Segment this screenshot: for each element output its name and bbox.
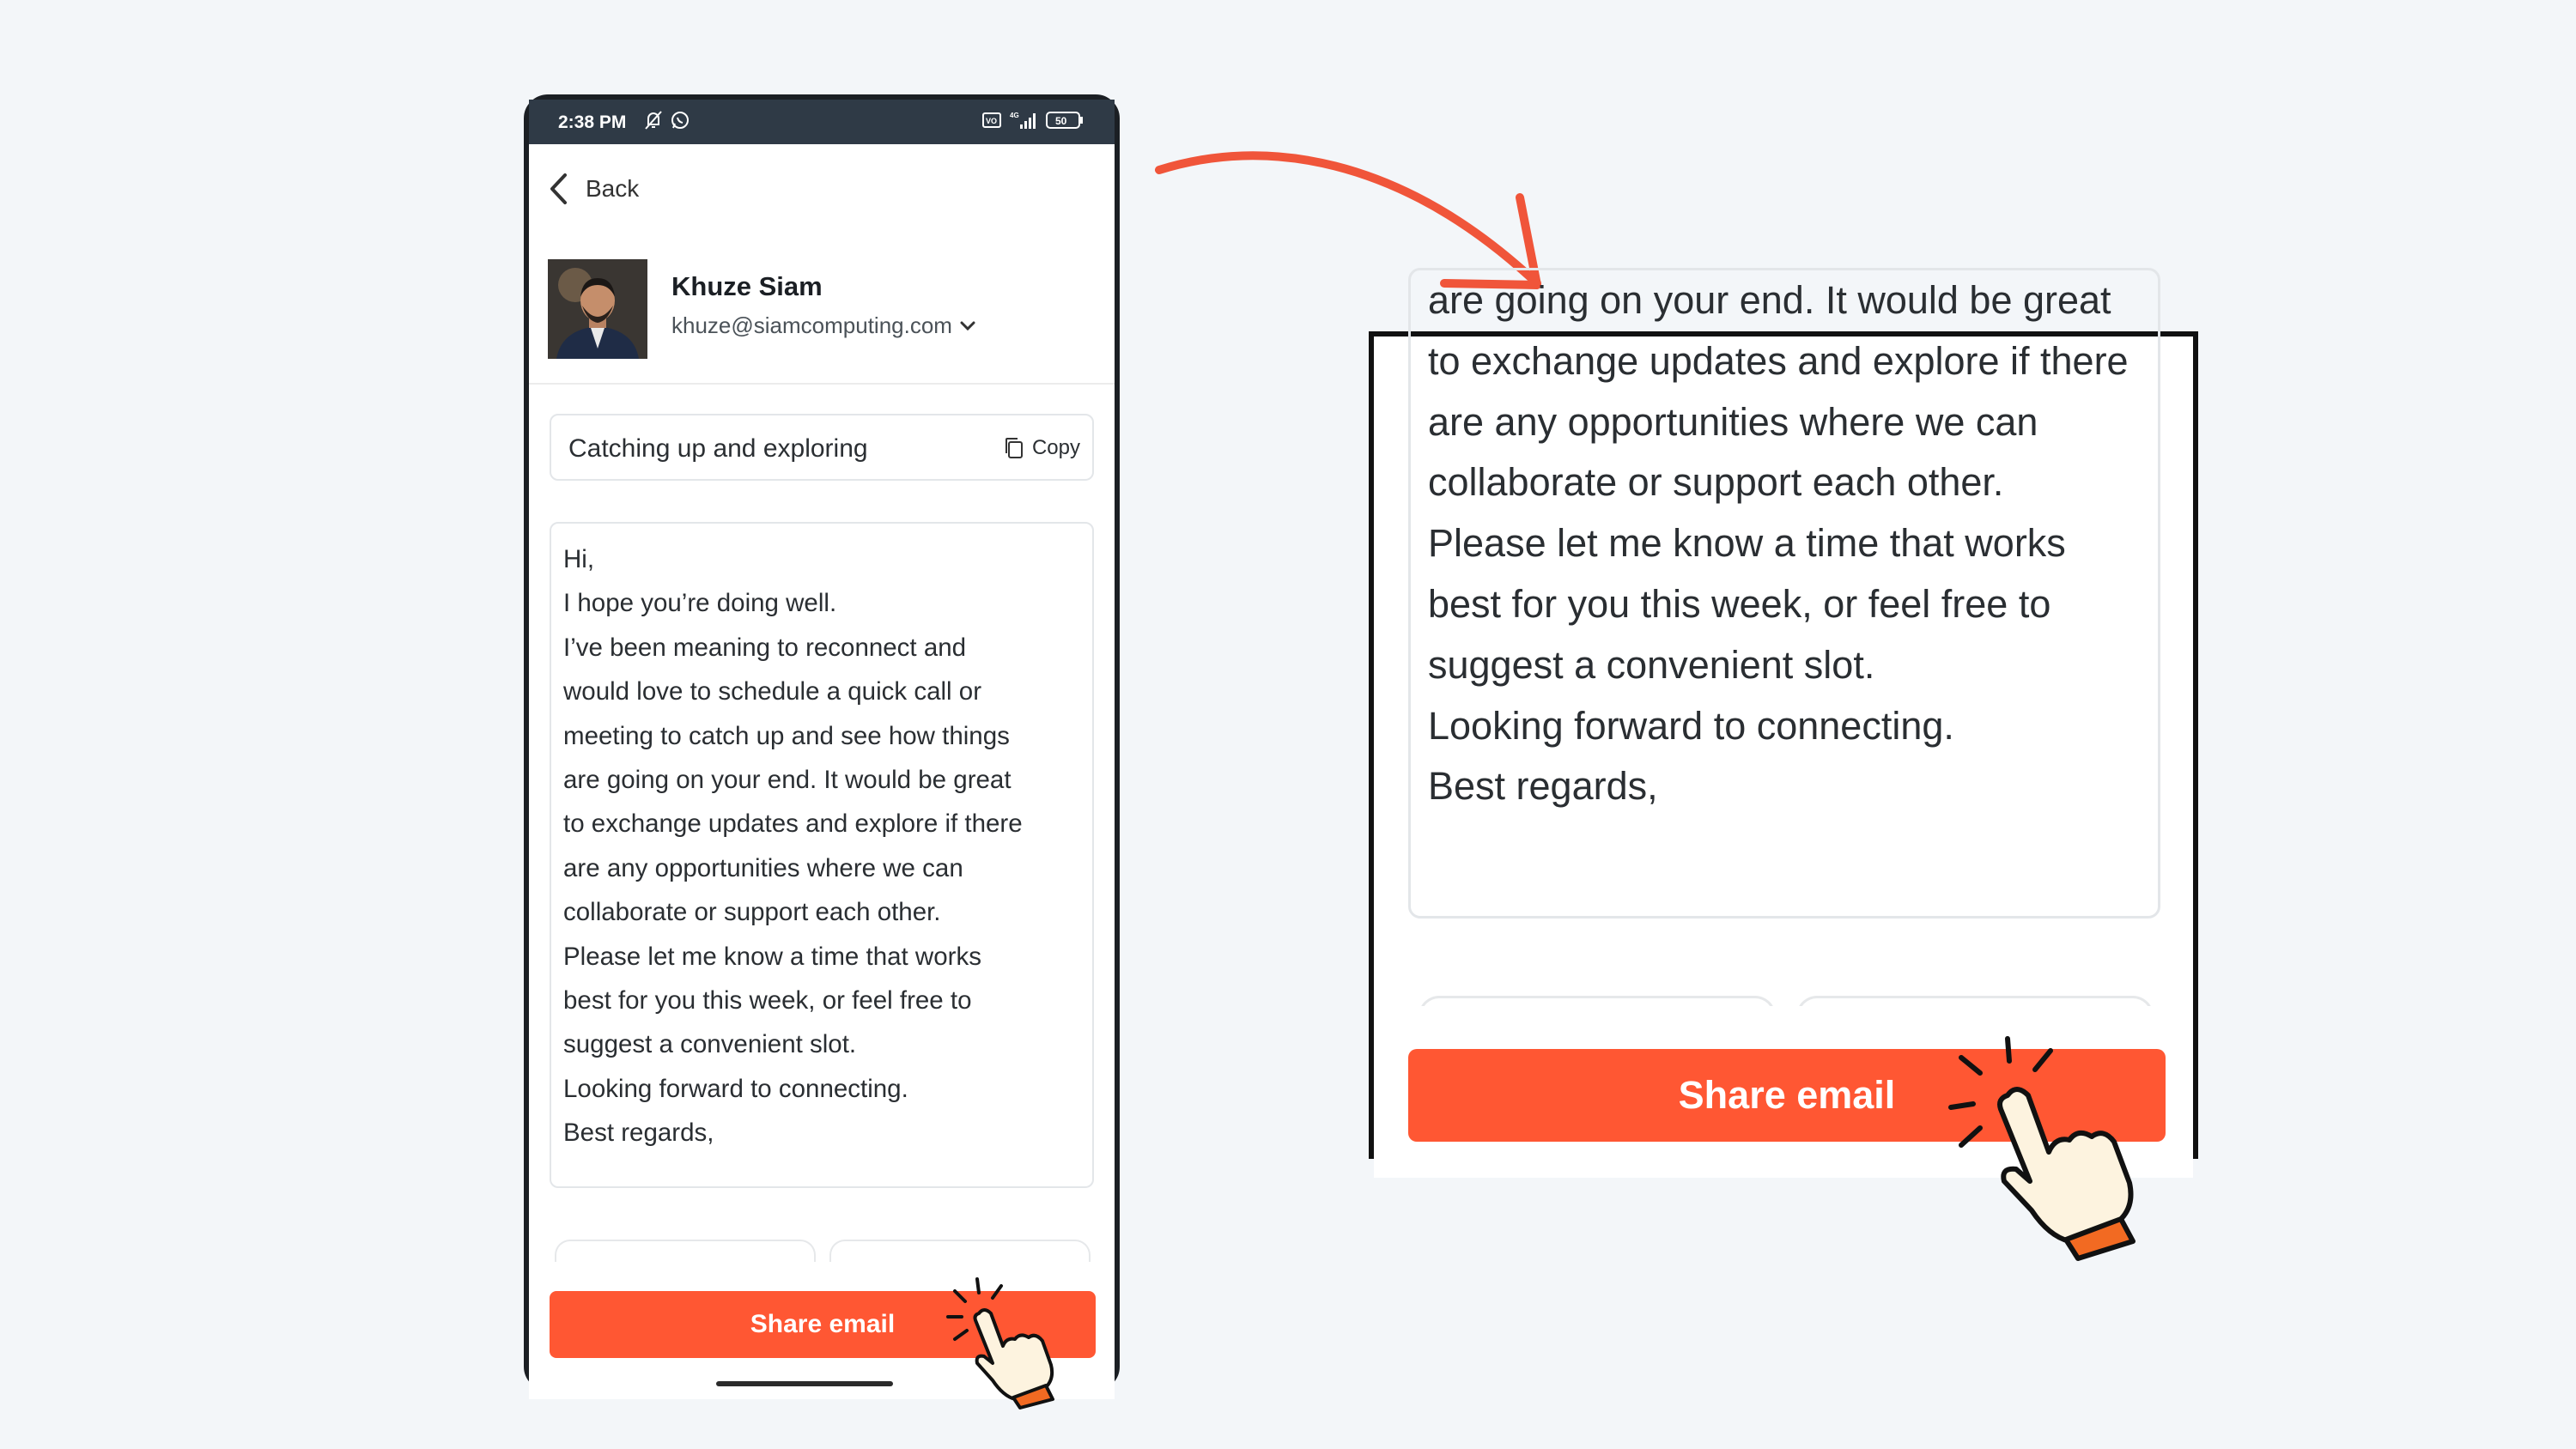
pointing-hand-icon [953,1279,1065,1408]
copy-label: Copy [1031,436,1080,459]
signal-icon [1010,111,1037,130]
back-chevron-icon [548,172,570,206]
avatar [548,259,647,359]
sender-name: Khuze Siam [671,271,823,301]
email-line: suggest a convenient slot. [563,1030,857,1059]
zoomed-preview [1369,278,2198,1159]
email-line: Hi, [563,545,595,573]
subject-field [550,414,1094,481]
email-line: to exchange updates and explore if there [563,809,1023,839]
zoomed-email-body [1408,268,2160,919]
subject-text: Catching up and exploring [568,434,868,463]
status-time: 2:38 PM [558,112,627,132]
email-line: Please let me know a time that works [563,942,981,971]
back-label: Back [586,175,640,202]
sender-email: khuze@siamcomputing.com [671,312,952,338]
email-line: Best regards, [563,1119,714,1148]
back-button[interactable] [548,172,639,206]
email-line: I hope you’re doing well. [563,589,837,618]
copy-button[interactable] [1003,436,1080,460]
zoom-line: are any opportunities where we can [1428,399,2038,444]
whatsapp-icon [670,110,690,130]
share-email-button[interactable]: Share email [550,1291,1096,1358]
email-line: Looking forward to connecting. [563,1074,908,1103]
zoom-line: to exchange updates and explore if there [1428,338,2129,383]
zoom-line: are going on your end. It would be great [1428,278,2111,322]
sender-email-dropdown[interactable] [671,312,976,339]
copy-icon [1003,436,1025,460]
email-line: collaborate or support each other. [563,898,941,927]
silent-bell-icon [644,110,663,130]
volte-icon [982,112,1001,129]
email-line: are going on your end. It would be great [563,766,1012,795]
zoom-line: Looking forward to connecting. [1428,703,1954,748]
svg-text:4G: 4G [1010,112,1019,119]
battery-level: 50 [1055,115,1067,127]
email-line: are any opportunities where we can [563,853,963,882]
battery-icon [1046,111,1084,130]
zoom-line: collaborate or support each other. [1428,460,2004,505]
zoomed-share-email-button[interactable]: Share email [1408,1049,2166,1142]
email-line: would love to schedule a quick call or [563,677,982,706]
email-line: best for you this week, or feel free to [563,986,972,1016]
email-body[interactable] [550,522,1094,1188]
phone-screen [524,94,1120,1391]
chevron-down-icon [959,320,976,332]
divider [529,383,1115,385]
zoom-line: suggest a convenient slot. [1428,642,1875,687]
zoom-line: best for you this week, or feel free to [1428,581,2051,626]
status-bar [529,100,1115,144]
zoom-line: Best regards, [1428,764,1658,809]
svg-text:VO: VO [986,117,998,125]
zoom-line: Please let me know a time that works [1428,521,2066,566]
email-line: meeting to catch up and see how things [563,721,1010,750]
pointing-hand-icon [1954,1039,2186,1262]
home-indicator [716,1381,893,1386]
email-line: I’ve been meaning to reconnect and [563,633,967,662]
sender-profile [548,259,1097,362]
